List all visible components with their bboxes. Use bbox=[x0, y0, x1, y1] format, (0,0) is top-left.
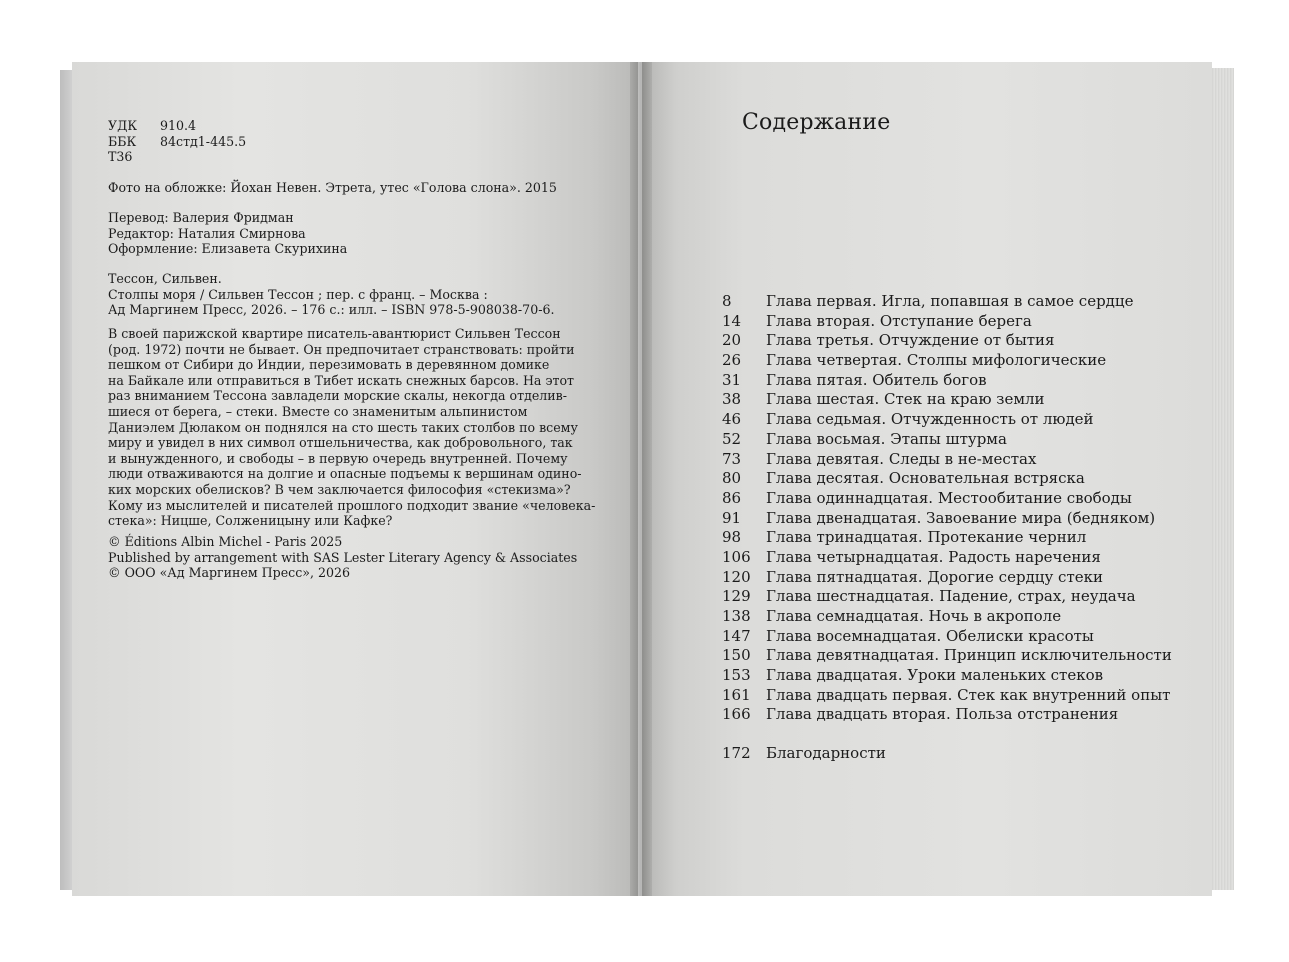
toc-chapter-title: Глава пятая. Обитель богов bbox=[766, 370, 987, 389]
toc-chapter-title: Глава двадцать первая. Стек как внутренний опыт bbox=[766, 685, 1171, 704]
catalog-row bbox=[108, 149, 246, 165]
photo-credit bbox=[108, 180, 557, 196]
annotation-line: на Байкале или отправиться в Тибет искать снежных барсов. На этот bbox=[108, 372, 575, 388]
toc-chapter-title: Глава третья. Отчуждение от бытия bbox=[766, 331, 1055, 350]
toc-entry bbox=[722, 646, 1172, 666]
toc-entry bbox=[722, 705, 1172, 725]
toc-chapter-title: Глава двадцать вторая. Польза отстранения bbox=[766, 705, 1119, 724]
toc-page-number: 8 bbox=[722, 292, 732, 310]
toc-page-number: 46 bbox=[722, 410, 742, 429]
toc-entry bbox=[722, 489, 1172, 509]
toc-chapter-title: Глава девятнадцатая. Принцип исключительности bbox=[766, 646, 1172, 665]
toc-page-number: 20 bbox=[722, 331, 742, 350]
toc-entry bbox=[722, 430, 1172, 450]
catalog-key: ББК bbox=[108, 133, 137, 149]
toc-page-number: 147 bbox=[722, 626, 751, 645]
toc-chapter-title: Благодарности bbox=[766, 744, 886, 762]
bibliographic-line: Ад Маргинем Пресс, 2026. – 176 с.: илл. – ISBN 978-5-908038-70-6. bbox=[108, 302, 555, 318]
toc-entry bbox=[722, 292, 1172, 312]
toc-page-number: 26 bbox=[722, 351, 742, 370]
credit-line: Оформление: Елизавета Скурихина bbox=[108, 241, 348, 257]
annotation-line: Даниэлем Дюлаком он поднялся на сто шесть таких столбов по всему bbox=[108, 419, 578, 435]
toc-chapter-title: Глава восемнадцатая. Обелиски красоты bbox=[766, 626, 1094, 645]
toc-chapter-title: Глава четвертая. Столпы мифологические bbox=[766, 351, 1107, 370]
toc-entry bbox=[722, 666, 1172, 686]
catalog-value: 910.4 bbox=[160, 118, 197, 133]
book-gutter bbox=[630, 62, 652, 896]
toc-chapter-title: Глава шестнадцатая. Падение, страх, неудача bbox=[766, 587, 1136, 606]
toc-chapter-title: Глава одиннадцатая. Местообитание свободы bbox=[766, 488, 1132, 507]
toc-page-number: 129 bbox=[722, 587, 751, 606]
toc-entry bbox=[722, 528, 1172, 548]
toc-chapter-title: Глава шестая. Стек на краю земли bbox=[766, 390, 1045, 409]
toc-entry bbox=[722, 686, 1172, 706]
toc-chapter-title: Глава десятая. Основательная встряска bbox=[766, 469, 1085, 488]
copyright-line: © ООО «Ад Маргинем Пресс», 2026 bbox=[108, 565, 351, 581]
toc-entry bbox=[722, 450, 1172, 470]
toc-chapter-title: Глава седьмая. Отчужденность от людей bbox=[766, 410, 1094, 429]
toc-page-number: 98 bbox=[722, 528, 742, 547]
toc-entry bbox=[722, 390, 1172, 410]
toc-entry bbox=[722, 548, 1172, 568]
toc-entry bbox=[722, 627, 1172, 647]
annotation-line: Кому из мыслителей и писателей прошлого подходит звание «человека- bbox=[108, 497, 596, 513]
bibliographic-line: Тессон, Сильвен. bbox=[108, 271, 222, 286]
toc-entry bbox=[722, 410, 1172, 430]
catalog-block bbox=[108, 118, 246, 165]
toc-page-number: 106 bbox=[722, 547, 751, 566]
catalog-key: Т36 bbox=[108, 149, 133, 165]
toc-page-number: 150 bbox=[722, 646, 751, 665]
copyright-line: Published by arrangement with SAS Lester Literary Agency & Associates bbox=[108, 549, 578, 565]
toc-chapter-title: Глава девятая. Следы в не-местах bbox=[766, 449, 1037, 468]
annotation-line: миру и увидел в них символ отшельничества, как добровольного, так bbox=[108, 435, 573, 451]
toc-page-number: 52 bbox=[722, 429, 742, 448]
toc-entry bbox=[722, 607, 1172, 627]
toc-page-number: 166 bbox=[722, 705, 751, 724]
credit-line: Редактор: Наталия Смирнова bbox=[108, 225, 306, 241]
annotation-line: пешком от Сибири до Индии, перезимовать в деревянном домике bbox=[108, 357, 550, 373]
toc-page-number: 161 bbox=[722, 685, 751, 704]
credits-block bbox=[108, 210, 347, 257]
toc-entry bbox=[722, 509, 1172, 529]
toc-chapter-title: Глава четырнадцатая. Радость наречения bbox=[766, 547, 1101, 566]
catalog-value: 84стд1-445.5 bbox=[160, 133, 247, 149]
credit-line: Перевод: Валерия Фридман bbox=[108, 210, 294, 225]
toc-entry bbox=[722, 312, 1172, 332]
annotation-line: ких морских обелисков? В чем заключается философия «стекизма»? bbox=[108, 481, 571, 497]
toc-list bbox=[722, 292, 1172, 725]
annotation-line: и вынужденного, и свободы – в первую очередь внутренней. Почему bbox=[108, 450, 568, 466]
annotation-line: В своей парижской квартире писатель-авантюрист Сильвен Тессон bbox=[108, 326, 561, 341]
toc-entry bbox=[722, 371, 1172, 391]
annotation-line: люди отваживаются на долгие и опасные подъемы к вершинам одино- bbox=[108, 466, 582, 482]
annotation-line: (род. 1972) почти не бывает. Он предпочитает странствовать: пройти bbox=[108, 341, 575, 357]
toc-page-number: 80 bbox=[722, 469, 742, 488]
photo-credit-text: Фото на обложке: Йохан Невен. Этрета, утес «Голова слона». 2015 bbox=[108, 180, 557, 195]
toc-page-number: 120 bbox=[722, 567, 751, 586]
catalog-row bbox=[108, 118, 246, 134]
toc-entry bbox=[722, 587, 1172, 607]
toc-chapter-title: Глава семнадцатая. Ночь в акрополе bbox=[766, 607, 1062, 625]
toc-chapter-title: Глава вторая. Отступание берега bbox=[766, 311, 1032, 330]
toc-page-number: 31 bbox=[722, 370, 742, 389]
toc-page-number: 14 bbox=[722, 311, 742, 330]
toc-acknowledgements bbox=[722, 744, 886, 764]
toc-page-number: 86 bbox=[722, 488, 742, 507]
copyright-line: © Éditions Albin Michel - Paris 2025 bbox=[108, 534, 343, 549]
annotation-block bbox=[108, 326, 595, 529]
toc-chapter-title: Глава двенадцатая. Завоевание мира (бедняком) bbox=[766, 508, 1156, 527]
bibliographic-line: Столпы моря / Сильвен Тессон ; пер. с франц. – Москва : bbox=[108, 286, 488, 302]
toc-entry bbox=[722, 568, 1172, 588]
copyright-block bbox=[108, 534, 577, 581]
catalog-key: УДК bbox=[108, 118, 138, 133]
toc-entry bbox=[722, 331, 1172, 351]
toc-entry bbox=[722, 469, 1172, 489]
annotation-line: стека»: Ницше, Солженицыну или Кафке? bbox=[108, 513, 393, 529]
toc-chapter-title: Глава восьмая. Этапы штурма bbox=[766, 429, 1007, 448]
bibliographic-block bbox=[108, 271, 554, 318]
toc-page-number: 138 bbox=[722, 607, 751, 625]
toc-chapter-title: Глава тринадцатая. Протекание чернил bbox=[766, 528, 1087, 547]
toc-page-number: 73 bbox=[722, 449, 742, 468]
toc-title: Содержание bbox=[742, 110, 891, 135]
annotation-line: шиеся от берега, – стеки. Вместе со знаменитым альпинистом bbox=[108, 403, 528, 419]
toc-chapter-title: Глава первая. Игла, попавшая в самое сердце bbox=[766, 292, 1134, 310]
toc-page-number: 153 bbox=[722, 666, 751, 685]
annotation-line: раз вниманием Тессона завладели морские скалы, некогда отделив- bbox=[108, 388, 568, 404]
toc-chapter-title: Глава двадцатая. Уроки маленьких стеков bbox=[766, 666, 1104, 685]
toc-chapter-title: Глава пятнадцатая. Дорогие сердцу стеки bbox=[766, 567, 1103, 586]
toc-page-number: 91 bbox=[722, 508, 742, 527]
toc-page-number: 38 bbox=[722, 390, 742, 409]
toc-page-number: 172 bbox=[722, 744, 751, 762]
catalog-row bbox=[108, 134, 246, 150]
toc-entry bbox=[722, 351, 1172, 371]
